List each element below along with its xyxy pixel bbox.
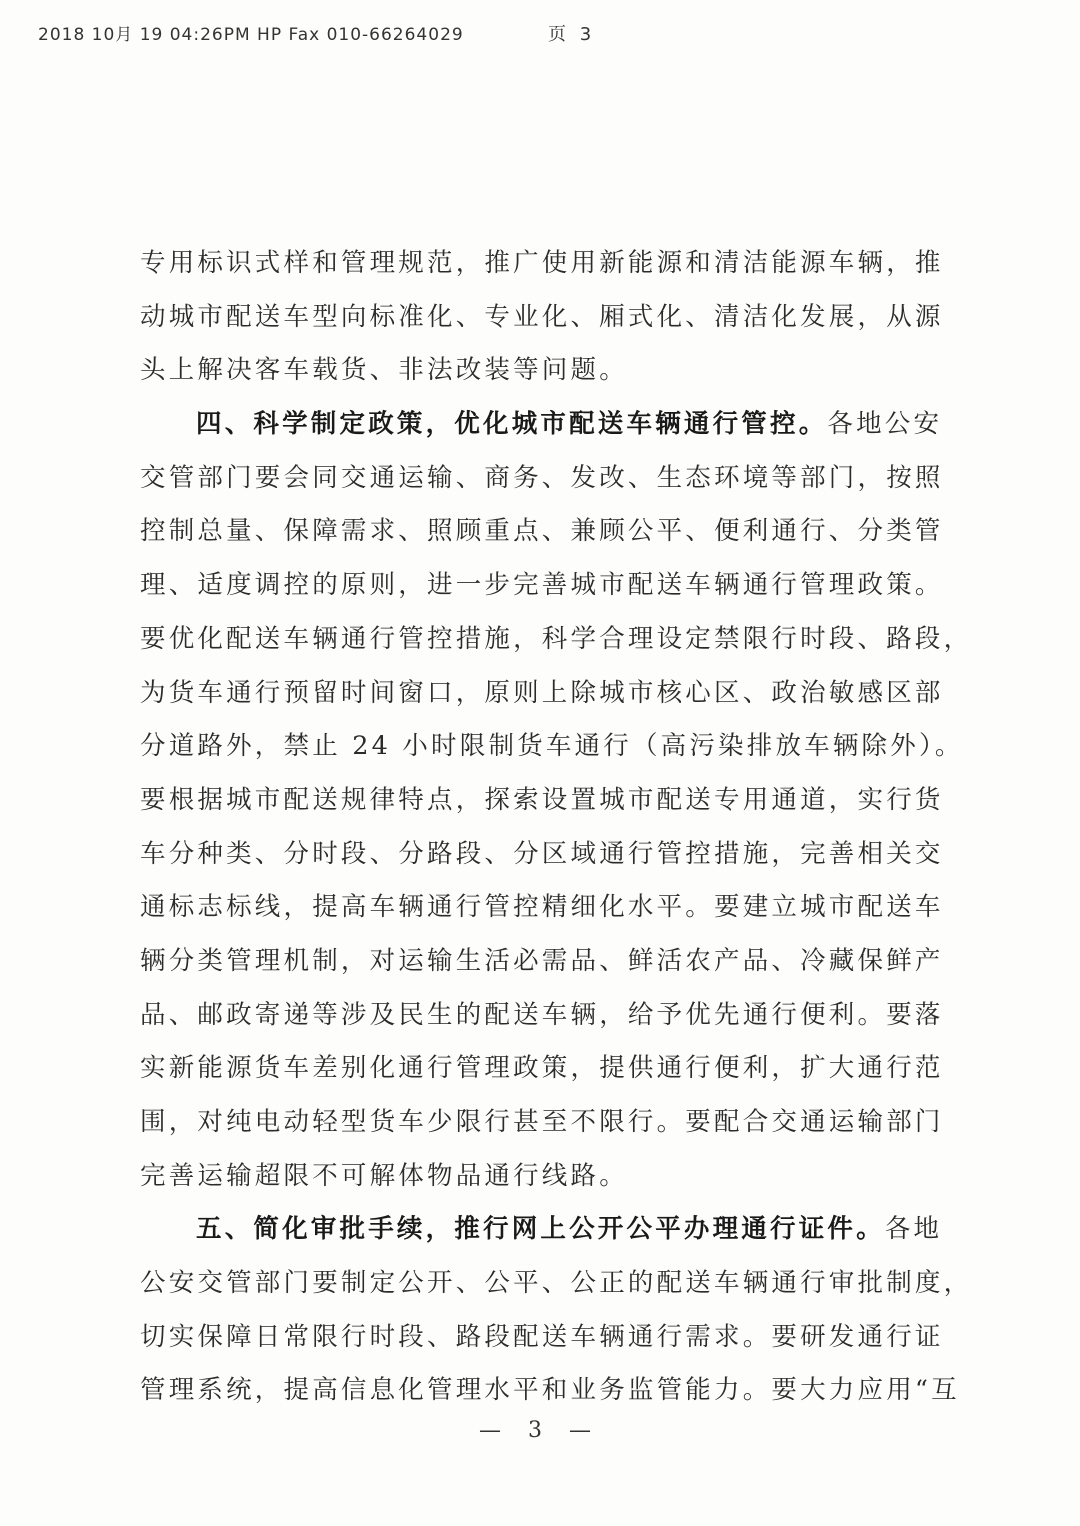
body-line [140,559,950,613]
line-text: 各地公安 [827,409,943,440]
body-line [140,237,950,291]
line-text: 辆分类管理机制，对运输生活必需品、鲜活农产品、冷藏保鲜产 [140,945,944,976]
line-text: 实新能源货车差别化通行管理政策，提供通行便利，扩大通行范 [140,1053,944,1084]
footer-page-number: — 3 — [479,1418,601,1443]
body-line [140,344,950,398]
section-heading-line [140,398,950,452]
line-text: 控制总量、保障需求、照顾重点、兼顾公平、便利通行、分类管 [140,516,944,547]
section-heading-four: 四、科学制定政策，优化城市配送车辆通行管控。 [196,409,828,440]
line-text: 头上解决客车载货、非法改装等问题。 [140,355,628,386]
line-text: 各地 [884,1214,943,1245]
body-line [140,505,950,559]
document-body [140,237,973,1418]
body-line [140,1311,950,1365]
body-line [140,291,950,345]
line-text: 品、邮政寄递等涉及民生的配送车辆，给予优先通行便利。要落 [140,999,944,1030]
line-text: 完善运输超限不可解体物品通行线路。 [140,1160,628,1191]
fax-header-meta: 2018 10月 19 04:26PM HP Fax 010-66264029 [38,25,464,45]
line-text: 要优化配送车辆通行管控措施，科学合理设定禁限行时段、路段， [140,623,973,654]
line-text: 车分种类、分时段、分路段、分区域通行管控措施，完善相关交 [140,838,944,869]
line-text: 理、适度调控的原则，进一步完善城市配送车辆通行管理政策。 [140,570,944,601]
body-line [140,452,950,506]
line-text: 通标志标线，提高车辆通行管控精细化水平。要建立城市配送车 [140,892,944,923]
body-line [140,828,950,882]
body-line [140,613,973,667]
body-line [140,1364,960,1418]
line-text: 交管部门要会同交通运输、商务、发改、生态环境等部门，按照 [140,462,944,493]
line-text: 动城市配送车型向标准化、专业化、厢式化、清洁化发展，从源 [140,301,944,332]
section-heading-five: 五、简化审批手续，推行网上公开公平办理通行证件。 [196,1214,885,1245]
line-text: 公安交管部门要制定公开、公平、公正的配送车辆通行审批制度， [140,1268,973,1299]
line-text: 要根据城市配送规律特点，探索设置城市配送专用通道，实行货 [140,784,944,815]
section-heading-line [140,1203,950,1257]
body-line [140,881,950,935]
body-line [140,1042,950,1096]
body-line [140,720,964,774]
body-line [140,667,950,721]
body-line [140,1096,950,1150]
line-text: 专用标识式样和管理规范，推广使用新能源和清洁能源车辆，推 [140,248,944,278]
line-text: 分道路外，禁止 24 小时限制货车通行（高污染排放车辆除外）。 [140,731,964,762]
line-text: 管理系统，提高信息化管理水平和业务监管能力。要大力应用“互 [140,1375,960,1406]
line-text: 为货车通行预留时间窗口，原则上除城市核心区、政治敏感区部 [140,677,944,708]
body-line [140,1150,950,1204]
body-line [140,935,950,989]
body-line [140,989,950,1043]
fax-header-page-label: 页 3 [548,24,596,45]
body-line [140,774,950,828]
line-text: 切实保障日常限行时段、路段配送车辆通行需求。要研发通行证 [140,1321,944,1352]
body-line [140,1257,973,1311]
line-text: 围，对纯电动轻型货车少限行甚至不限行。要配合交通运输部门 [140,1107,944,1137]
